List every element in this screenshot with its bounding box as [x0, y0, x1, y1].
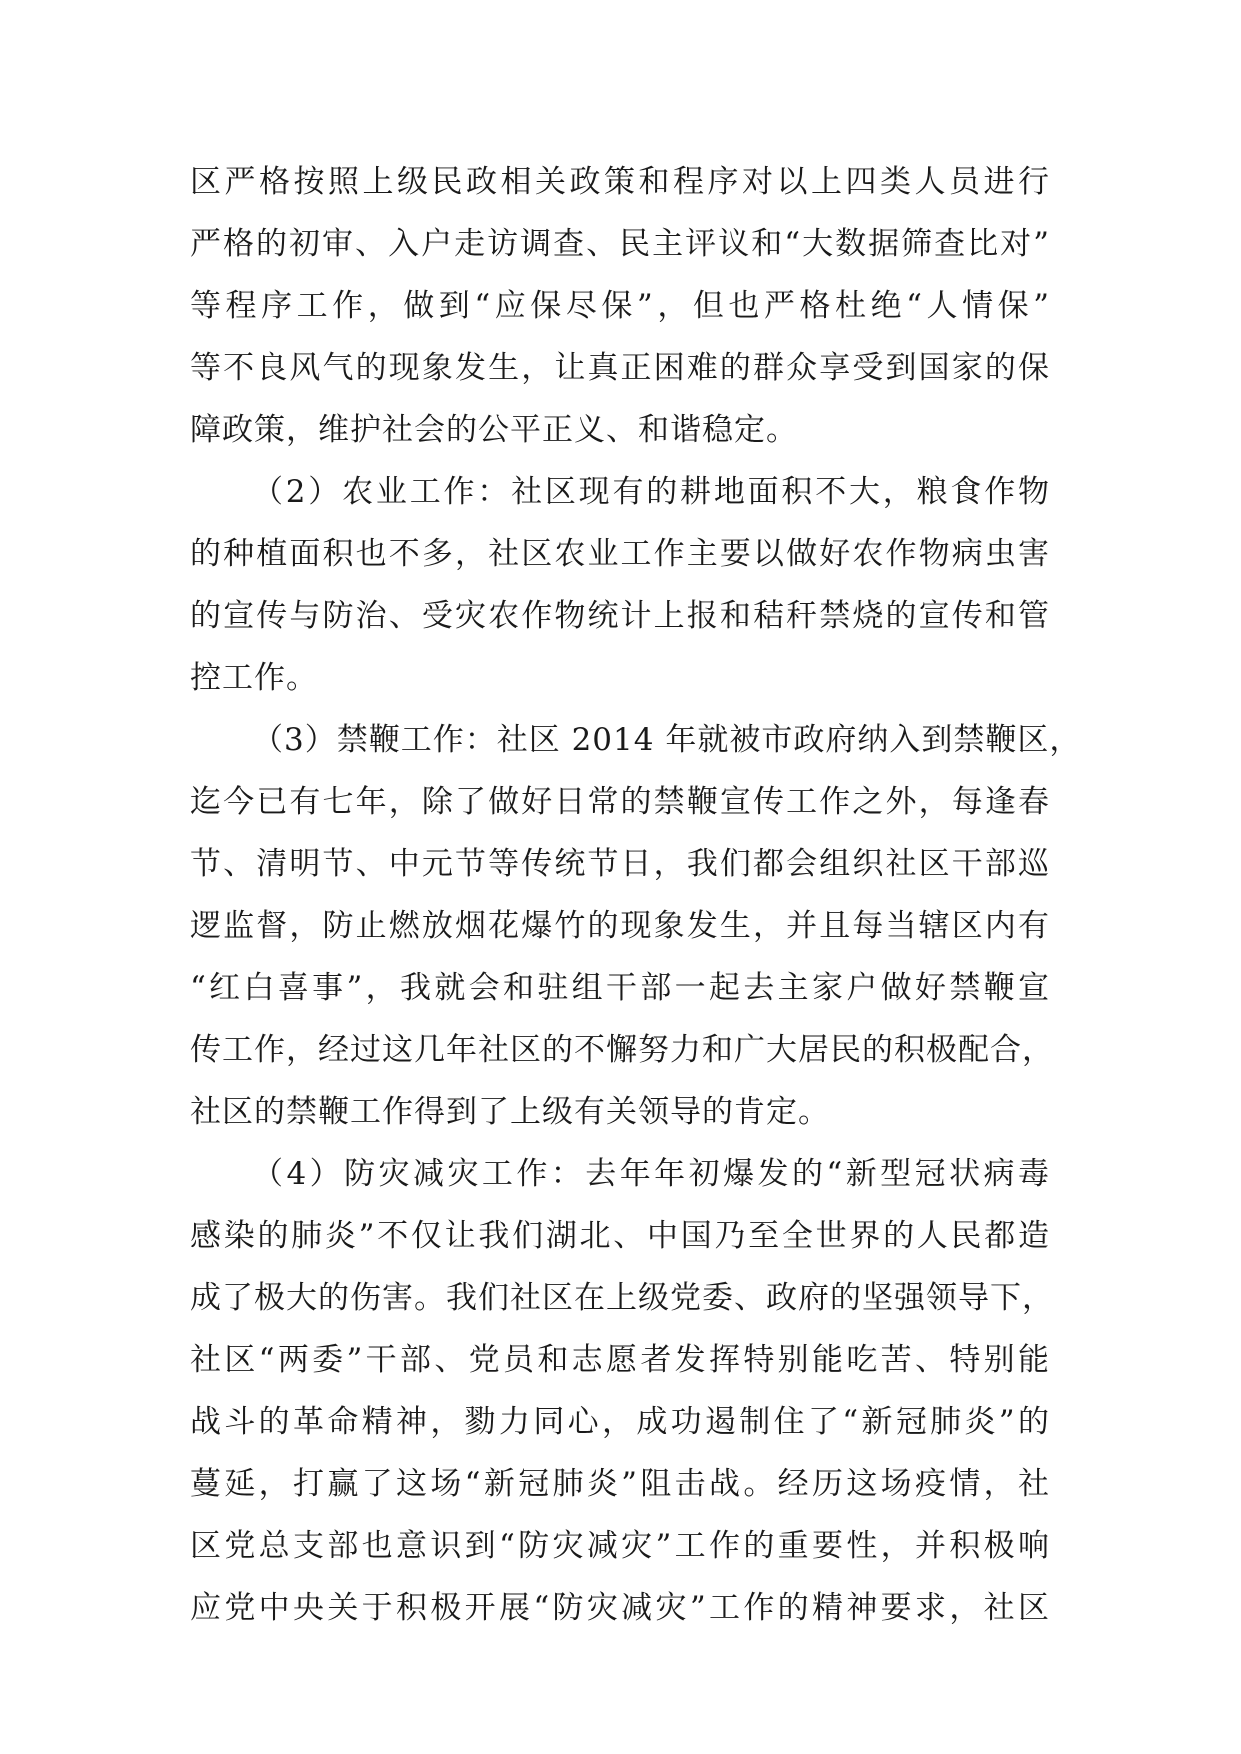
text-line: 社区“两委”干部、党员和志愿者发挥特别能吃苦、特别能	[190, 1342, 1050, 1378]
text-line: 社区的禁鞭工作得到了上级有关领导的肯定。	[190, 1094, 830, 1130]
paragraph-start-line: （2）农业工作：社区现有的耕地面积不大，粮食作物	[252, 474, 1050, 510]
body-text	[190, 151, 1082, 1639]
text-line: 区党总支部也意识到“防灾减灾”工作的重要性，并积极响	[190, 1528, 1050, 1564]
text-line: 等程序工作，做到“应保尽保”，但也严格杜绝“人情保”	[190, 288, 1050, 324]
text-line: 控工作。	[190, 660, 318, 696]
text-line: 传工作，经过这几年社区的不懈努力和广大居民的积极配合，	[190, 1032, 1054, 1068]
paragraph-start-line: （4）防灾减灾工作：去年年初爆发的“新型冠状病毒	[252, 1156, 1050, 1192]
text-line: 感染的肺炎”不仅让我们湖北、中国乃至全世界的人民都造	[190, 1218, 1050, 1254]
text-line: 战斗的革命精神，勠力同心，成功遏制住了“新冠肺炎”的	[190, 1404, 1050, 1440]
text-line: “红白喜事”，我就会和驻组干部一起去主家户做好禁鞭宣	[190, 970, 1050, 1006]
text-line: 区严格按照上级民政相关政策和程序对以上四类人员进行	[190, 164, 1050, 200]
text-line: 成了极大的伤害。我们社区在上级党委、政府的坚强领导下，	[190, 1280, 1054, 1316]
paragraph-start-line: （3）禁鞭工作：社区 2014 年就被市政府纳入到禁鞭区，	[252, 722, 1082, 758]
text-line: 等不良风气的现象发生，让真正困难的群众享受到国家的保	[190, 350, 1050, 386]
text-line: 节、清明节、中元节等传统节日，我们都会组织社区干部巡	[190, 846, 1050, 882]
text-line: 逻监督，防止燃放烟花爆竹的现象发生，并且每当辖区内有	[190, 908, 1050, 944]
text-line: 障政策，维护社会的公平正义、和谐稳定。	[190, 412, 798, 448]
text-line: 的种植面积也不多，社区农业工作主要以做好农作物病虫害	[190, 536, 1050, 572]
text-line: 的宣传与防治、受灾农作物统计上报和秸秆禁烧的宣传和管	[190, 598, 1050, 634]
text-line: 迄今已有七年，除了做好日常的禁鞭宣传工作之外，每逢春	[190, 784, 1050, 820]
text-line: 严格的初审、入户走访调查、民主评议和“大数据筛查比对”	[190, 226, 1050, 262]
text-line: 应党中央关于积极开展“防灾减灾”工作的精神要求，社区	[190, 1590, 1050, 1626]
text-line: 蔓延，打赢了这场“新冠肺炎”阻击战。经历这场疫情，社	[190, 1466, 1050, 1502]
